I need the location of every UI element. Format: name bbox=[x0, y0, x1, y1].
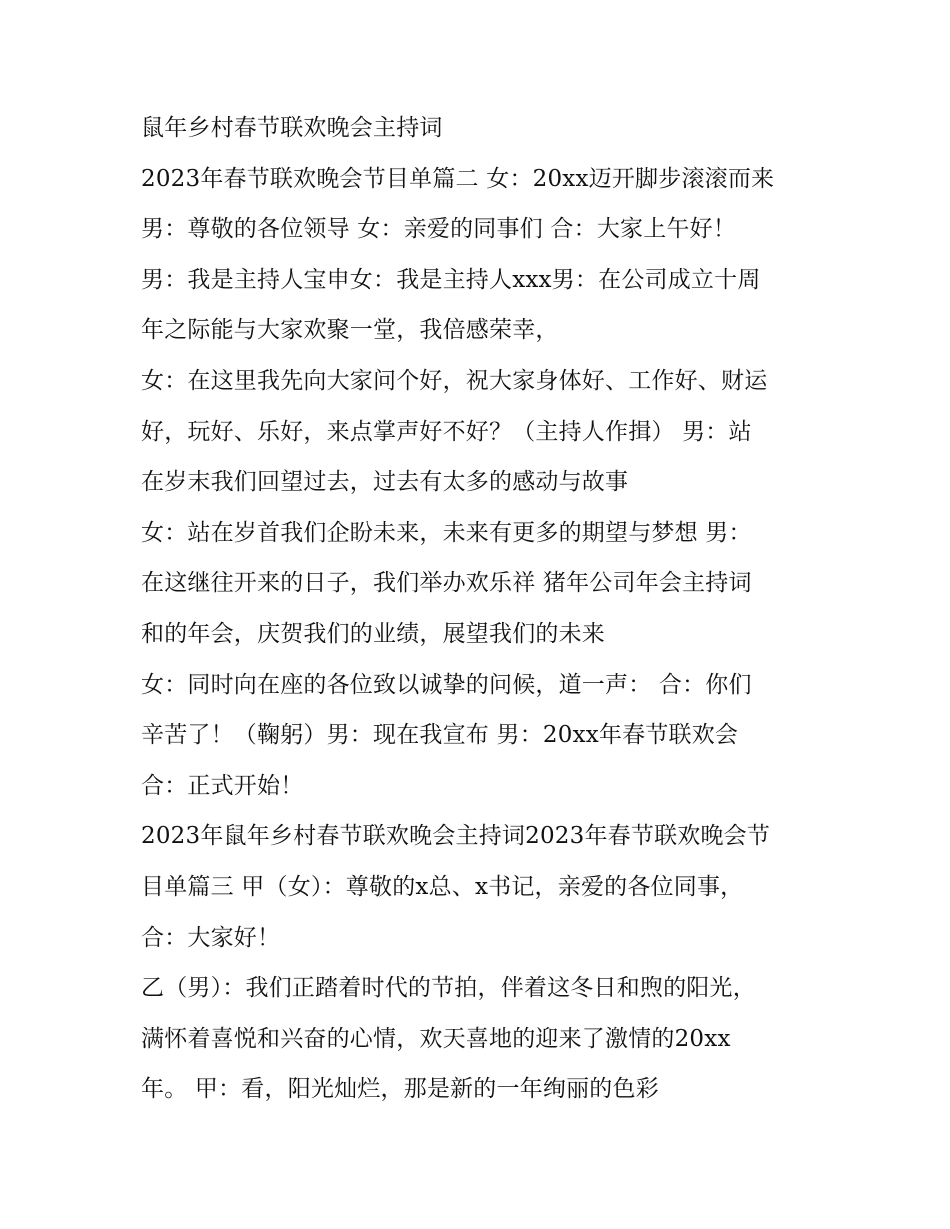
text-line: 在岁末我们回望过去，过去有太多的感动与故事 bbox=[141, 469, 629, 496]
text-line: 2023年春节联欢晚会节目单篇二 女：20xx迈开脚步滚滚而来 bbox=[141, 165, 775, 192]
text-line: 女：同时向在座的各位致以诚挚的问候，道一声： 合：你们 bbox=[141, 671, 752, 698]
text-line: 和的年会，庆贺我们的业绩，展望我们的未来 bbox=[141, 620, 605, 647]
text-line: 年。 甲：看，阳光灿烂，那是新的一年绚丽的色彩 bbox=[141, 1076, 659, 1103]
text-line: 好，玩好、乐好，来点掌声好不好？（主持人作揖） 男：站 bbox=[141, 418, 752, 445]
document-title: 鼠年乡村春节联欢晚会主持词 bbox=[141, 115, 443, 141]
text-line: 合：正式开始！ bbox=[141, 772, 304, 799]
text-line: 年之际能与大家欢聚一堂，我倍感荣幸， bbox=[141, 317, 559, 344]
text-line: 男：我是主持人宝申女：我是主持人xxx男：在公司成立十周 bbox=[141, 266, 761, 293]
text-line: 满怀着喜悦和兴奋的心情，欢天喜地的迎来了激情的20xx bbox=[141, 1025, 731, 1052]
text-line: 男：尊敬的各位领导 女：亲爱的同事们 合：大家上午好！ bbox=[141, 216, 737, 243]
text-line: 在这继往开来的日子，我们举办欢乐祥 猪年公司年会主持词 bbox=[141, 570, 752, 597]
text-line: 女：站在岁首我们企盼未来，未来有更多的期望与梦想 男： bbox=[141, 519, 752, 546]
document-body bbox=[141, 103, 831, 1115]
text-line: 目单篇三 甲（女）：尊敬的x总、x书记，亲爱的各位同事， bbox=[141, 873, 744, 900]
text-line: 乙（男）：我们正踏着时代的节拍，伴着这冬日和煦的阳光， bbox=[141, 975, 756, 1002]
text-line: 2023年鼠年乡村春节联欢晚会主持词2023年春节联欢晚会节 bbox=[141, 823, 771, 850]
text-line: 女：在这里我先向大家问个好，祝大家身体好、工作好、财运 bbox=[141, 367, 768, 394]
text-line: 辛苦了！（鞠躬）男：现在我宣布 男：20xx年春节联欢会 bbox=[141, 722, 739, 749]
text-line: 合：大家好！ bbox=[141, 924, 281, 951]
